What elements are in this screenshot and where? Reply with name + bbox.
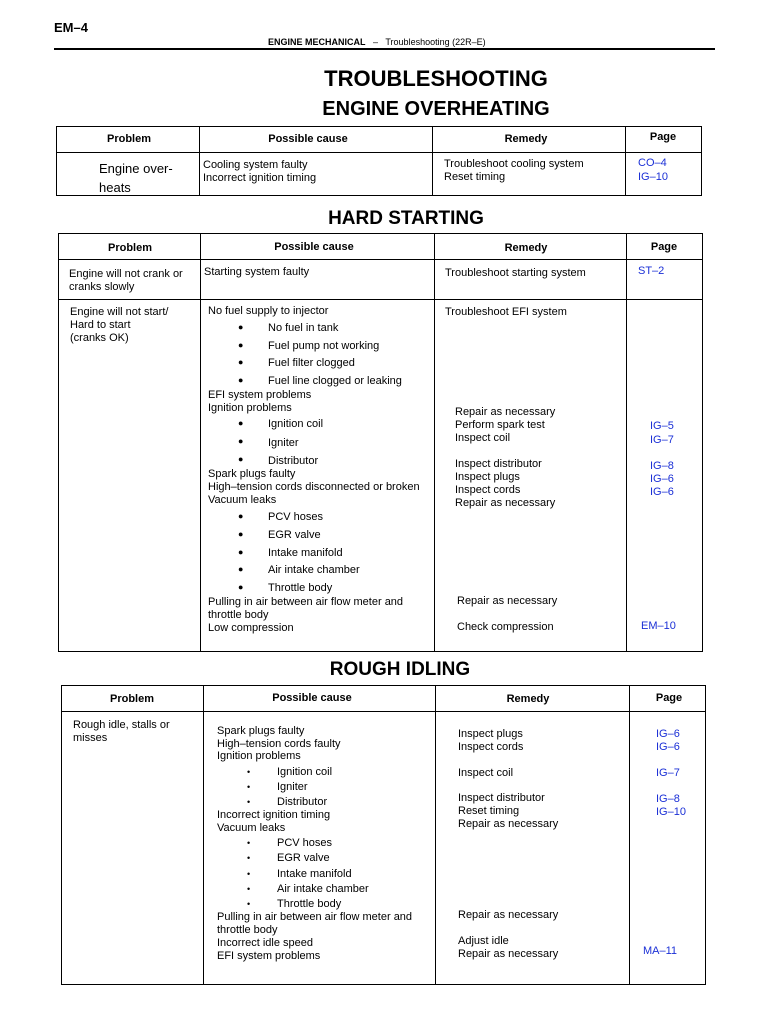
cause-text: throttle body (217, 924, 278, 936)
header-divider (62, 711, 705, 712)
bullet: ● (238, 454, 244, 464)
cause-text: throttle body (208, 609, 269, 621)
cause-text: Air intake chamber (277, 883, 369, 895)
bullet: ● (238, 511, 244, 521)
page-reference[interactable]: IG–6 (656, 728, 680, 740)
cause-text: Throttle body (277, 898, 342, 910)
cause-text: Pulling in air between air flow meter and (217, 911, 413, 923)
column-header-page: Page (655, 692, 683, 704)
column-header-problem: Problem (106, 133, 152, 145)
remedy-text: Troubleshoot cooling system (444, 158, 584, 170)
bullet: ● (238, 547, 244, 557)
hard-starting-table (58, 233, 703, 652)
remedy-text: Inspect distributor (455, 458, 542, 470)
column-divider (435, 686, 436, 984)
column-header-cause: Possible cause (268, 133, 348, 145)
remedy-text: Inspect distributor (458, 792, 545, 804)
cause-text: Fuel pump not working (268, 340, 380, 352)
header-dash: – (373, 37, 379, 47)
cause-text: No fuel supply to injector (208, 305, 329, 317)
problem-text: (cranks OK) (70, 332, 129, 344)
problem-text: Engine will not start/ (70, 306, 169, 318)
bullet: • (247, 782, 251, 792)
page-reference[interactable]: IG–7 (650, 434, 674, 446)
problem-text: cranks slowly (69, 281, 135, 293)
page-reference[interactable]: IG–6 (650, 486, 674, 498)
cause-text: Spark plugs faulty (208, 468, 296, 480)
cause-text: Starting system faulty (204, 266, 310, 278)
bullet: • (247, 869, 251, 879)
row-divider (59, 299, 702, 300)
column-header-remedy: Remedy (504, 242, 548, 254)
cause-text: Incorrect idle speed (217, 937, 313, 949)
bullet: • (247, 853, 251, 863)
problem-text: Rough idle, stalls or (73, 719, 170, 731)
bullet: ● (238, 357, 244, 367)
cause-text: No fuel in tank (268, 322, 339, 334)
remedy-text: Troubleshoot EFI system (445, 306, 567, 318)
column-divider (625, 127, 626, 195)
header-divider (59, 259, 702, 260)
header-divider (57, 152, 701, 153)
cause-text: High–tension cords disconnected or broken (208, 481, 420, 493)
bullet: • (247, 767, 251, 777)
cause-text: Igniter (277, 781, 308, 793)
remedy-text: Inspect plugs (455, 471, 520, 483)
page-reference[interactable]: IG–6 (650, 473, 674, 485)
remedy-text: Repair as necessary (455, 497, 556, 509)
column-header-page: Page (650, 241, 678, 253)
cause-text: Ignition coil (268, 418, 324, 430)
bullet: • (247, 899, 251, 909)
problem-text: Engine over- (99, 161, 173, 176)
bullet: • (247, 797, 251, 807)
cause-text: Intake manifold (268, 547, 343, 559)
cause-text: PCV hoses (277, 837, 333, 849)
page-reference[interactable]: IG–10 (656, 806, 686, 818)
cause-text: Vacuum leaks (208, 494, 277, 506)
page-reference[interactable]: CO–4 (638, 157, 667, 169)
column-header-page: Page (649, 131, 677, 143)
rough-idling-table (61, 685, 706, 985)
header-section: ENGINE MECHANICAL (268, 37, 366, 47)
remedy-text: Check compression (457, 621, 554, 633)
cause-text: Igniter (268, 437, 299, 449)
cause-text: Ignition coil (277, 766, 333, 778)
bullet: • (247, 838, 251, 848)
remedy-text: Repair as necessary (455, 406, 556, 418)
remedy-text: Adjust idle (458, 935, 509, 947)
header-topic: Troubleshooting (22R–E) (385, 37, 486, 47)
cause-text: Vacuum leaks (217, 822, 286, 834)
problem-text: heats (99, 180, 131, 195)
cause-text: High–tension cords faulty (217, 738, 341, 750)
remedy-text: Inspect plugs (458, 728, 523, 740)
bullet: • (247, 884, 251, 894)
column-header-problem: Problem (107, 242, 153, 254)
column-header-cause: Possible cause (272, 692, 352, 704)
cause-text: Distributor (268, 455, 319, 467)
problem-text: misses (73, 732, 108, 744)
column-header-problem: Problem (109, 693, 155, 705)
cause-text: Intake manifold (277, 868, 352, 880)
rough-idling-title: ROUGH IDLING (329, 659, 471, 680)
remedy-text: Inspect coil (458, 767, 514, 779)
bullet: ● (238, 375, 244, 385)
cause-text: Fuel line clogged or leaking (268, 375, 402, 387)
cause-text: Fuel filter clogged (268, 357, 355, 369)
page-reference[interactable]: MA–11 (643, 945, 678, 957)
remedy-text: Inspect cords (458, 741, 524, 753)
remedy-text: Reset timing (444, 171, 506, 183)
cause-text: EFI system problems (208, 389, 312, 401)
column-divider (199, 127, 200, 195)
cause-text: Cooling system faulty (203, 159, 308, 171)
page-reference[interactable]: IG–7 (656, 767, 680, 779)
cause-text: Spark plugs faulty (217, 725, 305, 737)
page-reference[interactable]: IG–10 (638, 171, 668, 183)
bullet: ● (238, 529, 244, 539)
page-number: EM–4 (54, 20, 88, 35)
column-divider (200, 234, 201, 651)
problem-text: Engine will not crank or (69, 268, 183, 280)
cause-text: EGR valve (277, 852, 330, 864)
remedy-text: Perform spark test (455, 419, 545, 431)
cause-text: Ignition problems (217, 750, 301, 762)
cause-text: Incorrect ignition timing (203, 172, 317, 184)
bullet: ● (238, 418, 244, 428)
remedy-text: Troubleshoot starting system (445, 267, 586, 279)
bullet: ● (238, 564, 244, 574)
page-reference[interactable]: IG–6 (656, 741, 680, 753)
remedy-text: Inspect coil (455, 432, 511, 444)
running-header (268, 37, 486, 47)
page-reference[interactable]: ST–2 (638, 265, 665, 277)
cause-text: Air intake chamber (268, 564, 360, 576)
page-reference[interactable]: IG–8 (656, 793, 680, 805)
remedy-text: Inspect cords (455, 484, 521, 496)
column-header-remedy: Remedy (506, 693, 550, 705)
cause-text: Low compression (208, 622, 294, 634)
bullet: ● (238, 582, 244, 592)
bullet: ● (238, 340, 244, 350)
cause-text: Distributor (277, 796, 328, 808)
remedy-text: Repair as necessary (457, 595, 558, 607)
overheating-title: ENGINE OVERHEATING (322, 98, 550, 120)
cause-text: PCV hoses (268, 511, 324, 523)
cause-text: Incorrect ignition timing (217, 809, 331, 821)
remedy-text: Repair as necessary (458, 909, 559, 921)
cause-text: Throttle body (268, 582, 333, 594)
bullet: ● (238, 322, 244, 332)
page-reference[interactable]: IG–5 (650, 420, 674, 432)
column-divider (629, 686, 630, 984)
column-divider (432, 127, 433, 195)
bullet: ● (238, 436, 244, 446)
column-divider (626, 234, 627, 651)
column-header-remedy: Remedy (504, 133, 548, 145)
remedy-text: Repair as necessary (458, 948, 559, 960)
page-title: TROUBLESHOOTING (324, 66, 548, 91)
overheating-table (56, 126, 702, 196)
cause-text: EFI system problems (217, 950, 321, 962)
page-reference[interactable]: EM–10 (641, 620, 676, 632)
cause-text: Pulling in air between air flow meter and (208, 596, 404, 608)
column-header-cause: Possible cause (274, 241, 354, 253)
column-divider (203, 686, 204, 984)
page-reference[interactable]: IG–8 (650, 460, 674, 472)
problem-text: Hard to start (70, 319, 131, 331)
remedy-text: Reset timing (458, 805, 520, 817)
remedy-text: Repair as necessary (458, 818, 559, 830)
cause-text: Ignition problems (208, 402, 292, 414)
cause-text: EGR valve (268, 529, 321, 541)
hard-starting-title: HARD STARTING (328, 208, 484, 229)
column-divider (434, 234, 435, 651)
header-rule (54, 48, 715, 50)
